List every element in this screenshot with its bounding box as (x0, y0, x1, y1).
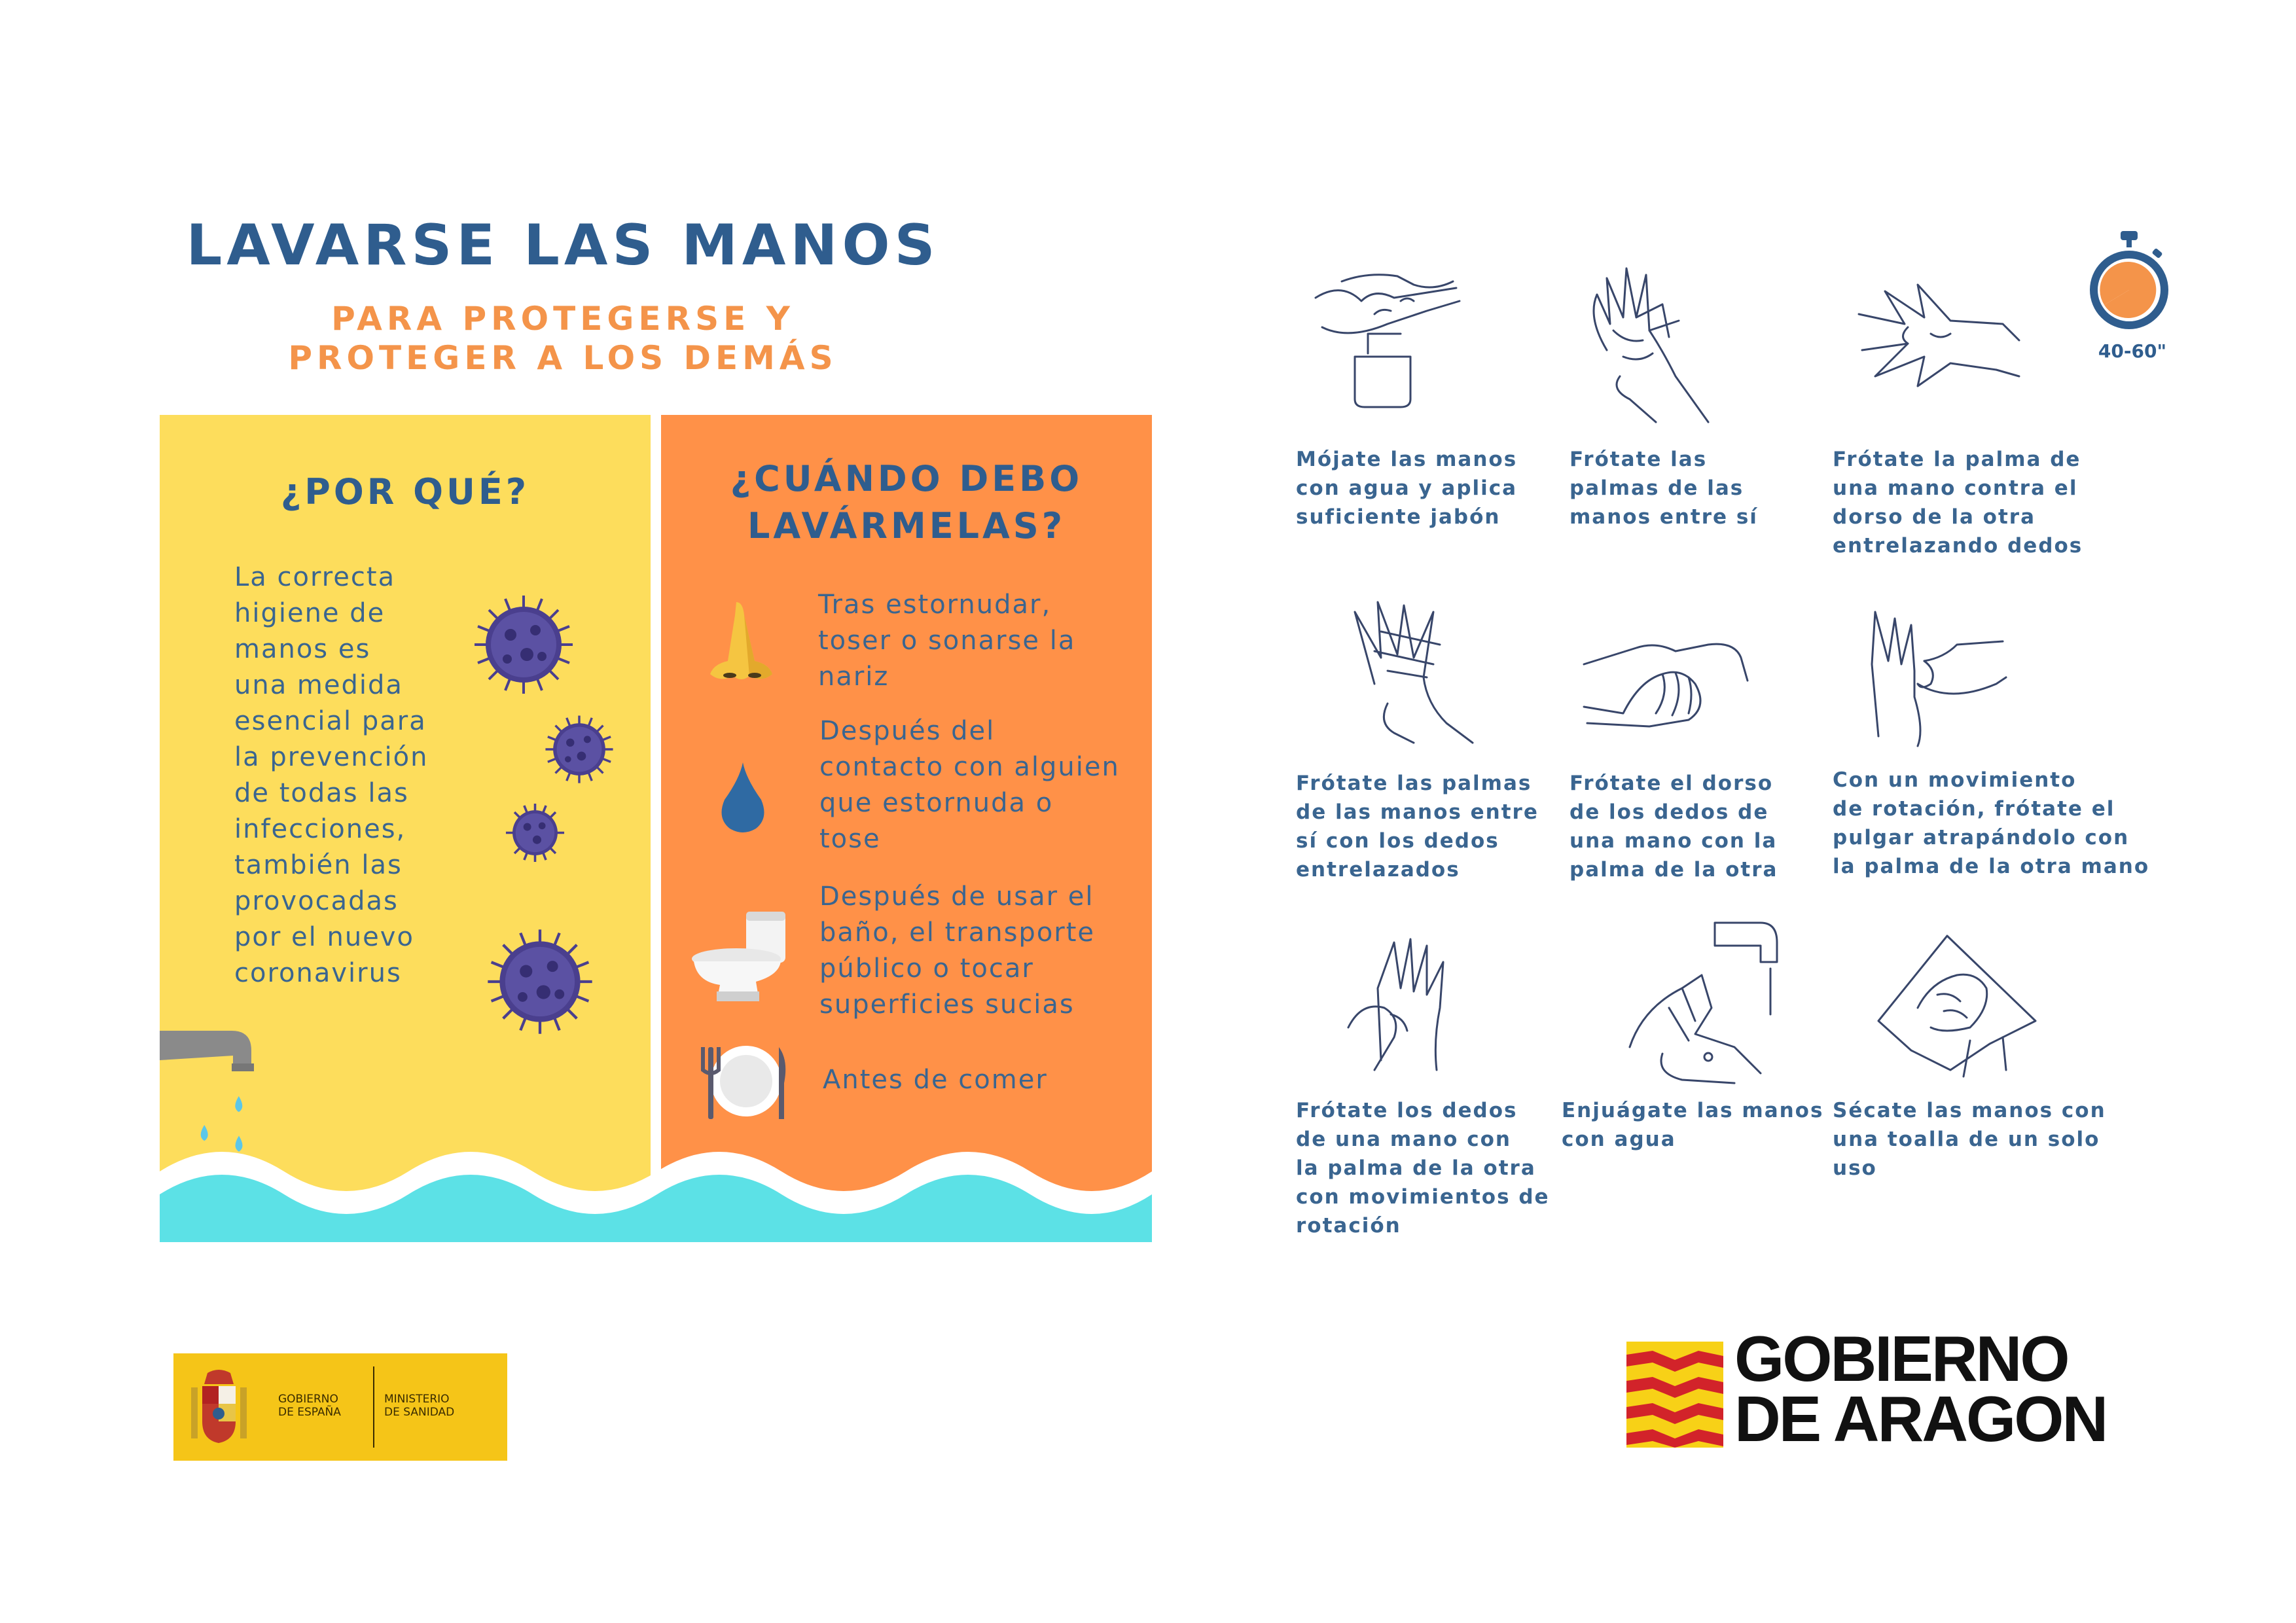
fingertips-rotation-icon (1335, 929, 1466, 1080)
when-item-1-text: Tras estornudar, toser o sonarse la nariz (818, 590, 1076, 692)
thumb-rotation-icon (1852, 599, 2016, 749)
why-heading: ¿POR QUÉ? (280, 471, 530, 512)
when-item-2-text: Después del contacto con alguien que estornuda o tose (819, 716, 1120, 854)
plate-icon (700, 1041, 792, 1122)
page-title: LAVARSE LAS MANOS (186, 213, 940, 278)
droplet-icon (717, 759, 769, 834)
wave-decoration (160, 1132, 1152, 1250)
palms-rub-icon (1571, 259, 1728, 429)
step-1-caption: Mójate las manos con agua y aplica suficiente jabón (1296, 448, 1518, 529)
aragon-flag-icon (1626, 1342, 1723, 1448)
stopwatch-icon (2085, 228, 2173, 336)
virus-icon (484, 926, 596, 1037)
step-2-caption: Frótate las palmas de las manos entre sí (1570, 448, 1758, 529)
nose-icon (704, 599, 779, 684)
step-8-caption: Enjuágate las manos con agua (1562, 1099, 1824, 1151)
virus-icon (543, 713, 615, 785)
step-9-caption: Sécate las manos con una toalla de un solo uso (1833, 1099, 2106, 1180)
gobierno-aragon-text: GOBIERNO DE ARAGON (1734, 1323, 2107, 1455)
virus-icon (471, 592, 576, 697)
when-item-3-text: Después de usar el baño, el transporte público o tocar superficies sucias (819, 882, 1096, 1020)
when-heading-line-1: ¿CUÁNDO DEBO (730, 458, 1083, 499)
rinse-hands-icon (1604, 916, 1793, 1086)
palm-over-dorsum-icon (1846, 272, 2029, 402)
toilet-icon (691, 906, 789, 1005)
virus-icon (504, 802, 566, 864)
step-6-caption: Con un movimiento de rotación, frótate el pulgar atrapándolo con la palma de la otra mano (1833, 768, 2150, 878)
backs-of-fingers-icon (1577, 622, 1761, 740)
coat-of-arms-icon (188, 1368, 250, 1448)
step-7-caption: Frótate los dedos de una mano con la palma de la otra con movimientos de rotación (1296, 1099, 1550, 1238)
step-5-caption: Frótate el dorso de los dedos de una mano con la palma de la otra (1570, 772, 1778, 882)
towel-dry-icon (1872, 929, 2042, 1080)
step-4-caption: Frótate las palmas de las manos entre sí con los dedos entrelazados (1296, 772, 1539, 882)
subtitle-line-2: PROTEGER A LOS DEMÁS (288, 339, 838, 377)
when-heading-line-2: LAVÁRMELAS? (747, 505, 1066, 546)
step-3-caption: Frótate la palma de una mano contra el dorso de la otra entrelazando dedos (1833, 448, 2083, 558)
when-item-4-text: Antes de comer (823, 1065, 1048, 1095)
gobierno-espana-logo (173, 1353, 507, 1461)
ministerio-sanidad-text: MINISTERIO DE SANIDAD (384, 1393, 455, 1419)
subtitle-line-1: PARA PROTEGERSE Y (331, 300, 795, 338)
why-text: La correcta higiene de manos es una medida esencial para la prevención de todas las infecciones, también las provocadas por el nuevo coronavirus (234, 562, 429, 988)
logo-divider (373, 1366, 374, 1448)
interlaced-fingers-icon (1342, 592, 1499, 749)
timer-label: 40-60" (2098, 340, 2167, 362)
gobierno-espana-text: GOBIERNO DE ESPAÑA (278, 1393, 341, 1419)
soap-dispenser-hand-icon (1302, 262, 1479, 419)
